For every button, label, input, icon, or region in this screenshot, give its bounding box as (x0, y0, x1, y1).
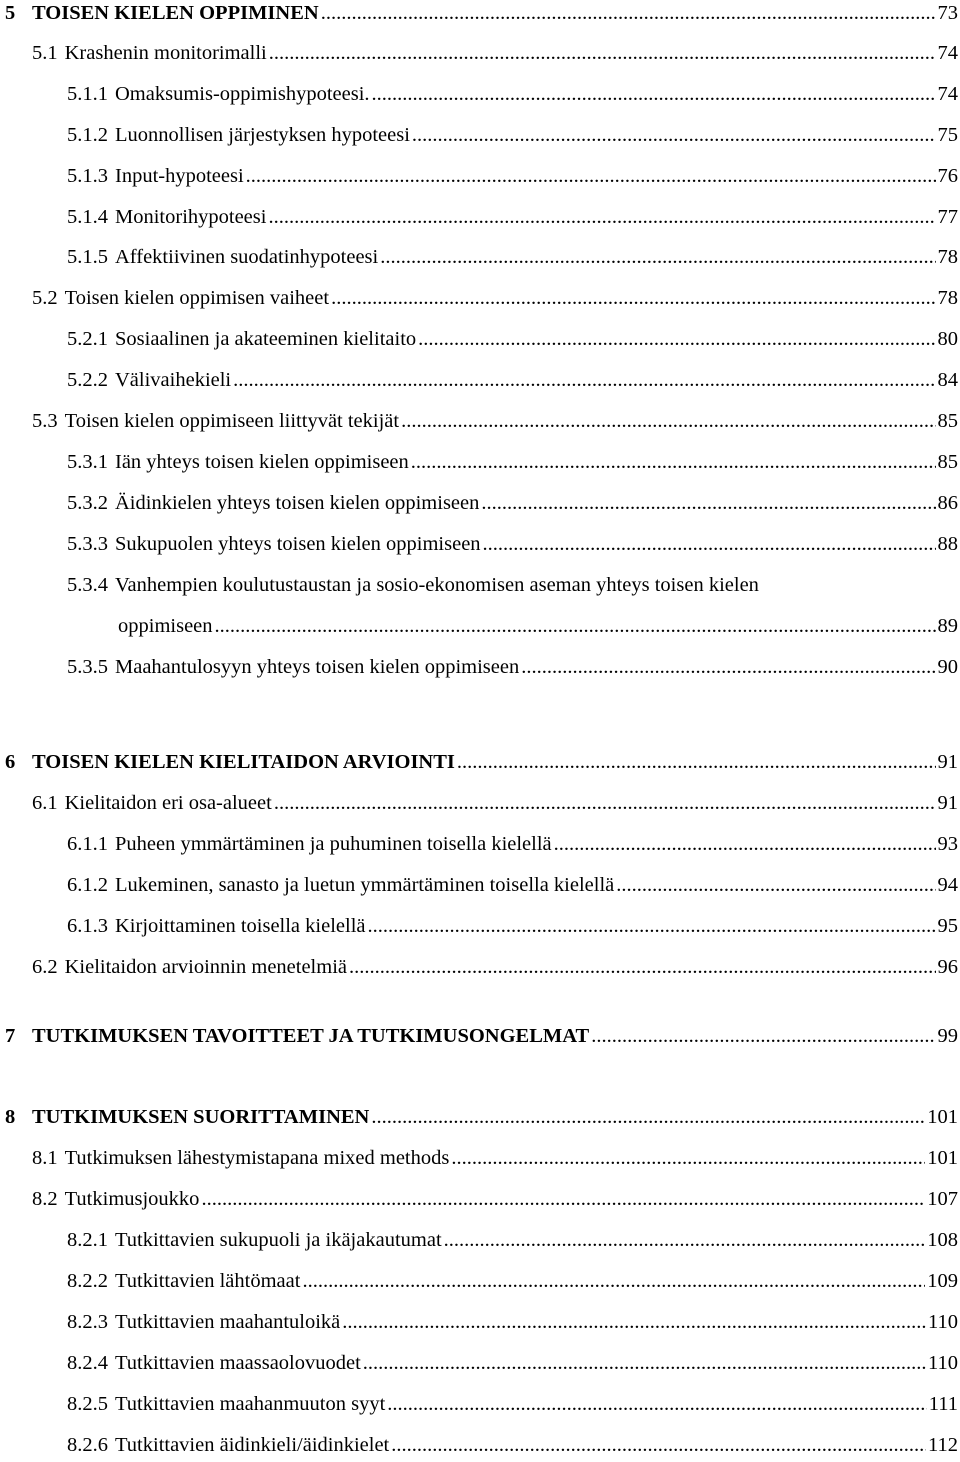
toc-entry-row[interactable] (0, 911, 960, 941)
toc-chapter-row[interactable] (0, 1021, 960, 1051)
toc-entry-row[interactable] (0, 611, 960, 641)
dot-leader (302, 1266, 925, 1296)
page-number: 74 (937, 83, 958, 105)
toc-entry-heading (32, 283, 329, 313)
toc-entry-text (32, 1184, 927, 1214)
page-number: 109 (927, 1270, 958, 1292)
page-number: 108 (927, 1229, 958, 1251)
section-number: 5.2.2 (67, 369, 108, 391)
toc-entry-text (67, 1348, 928, 1378)
chapter-number: 5 (5, 2, 16, 24)
toc-entry-heading (67, 911, 365, 941)
section-number: 5.1.1 (67, 83, 108, 105)
page-number: 91 (937, 792, 958, 814)
toc-entry-row[interactable] (0, 161, 960, 191)
toc-entry-row[interactable] (0, 1225, 960, 1255)
section-number: 8.2.6 (67, 1434, 108, 1456)
section-number: 5.1.2 (67, 124, 108, 146)
toc-entry-heading (67, 120, 410, 150)
toc-entry-title: Tutkimuksen lähestymistapana mixed methods (64, 1147, 450, 1169)
toc-entry-title: Sukupuolen yhteys toisen kielen oppimiseen (115, 533, 481, 555)
toc-entry-title: oppimiseen (118, 615, 213, 637)
toc-entry-title: Kirjoittaminen toisella kielellä (115, 915, 366, 937)
toc-entry-text (32, 38, 938, 68)
toc-entry-title: Tutkittavien lähtömaat (115, 1270, 301, 1292)
section-number: 6.1.1 (67, 833, 108, 855)
toc-entry-heading (67, 652, 519, 682)
page-number: 80 (937, 328, 958, 350)
toc-entry-heading (32, 788, 272, 818)
toc-entry-title: Omaksumis-oppimishypoteesi. (115, 83, 370, 105)
page-number: 76 (937, 165, 958, 187)
dot-leader (274, 788, 936, 818)
page-number: 99 (937, 1025, 958, 1047)
dot-leader (444, 1225, 926, 1255)
dot-leader (411, 447, 936, 477)
toc-entry-row[interactable] (0, 202, 960, 232)
toc-entry-row[interactable] (0, 365, 960, 395)
toc-entry-text (67, 161, 938, 191)
toc-entry-title: Tutkittavien maahanmuuton syyt (115, 1393, 386, 1415)
toc-entry-row[interactable] (0, 829, 960, 859)
toc-entry-text (67, 324, 938, 354)
toc-entry-row[interactable] (0, 1430, 960, 1460)
toc-entry-heading (32, 0, 319, 28)
toc-entry-row[interactable] (0, 570, 960, 600)
section-number: 5.1 (32, 42, 58, 64)
dot-leader (387, 1389, 926, 1419)
toc-entry-row[interactable] (0, 1266, 960, 1296)
toc-entry-title: Affektiivinen suodatinhypoteesi (115, 246, 379, 268)
toc-entry-title: TUTKIMUKSEN TAVOITTEET JA TUTKIMUSONGELMAT (32, 1025, 590, 1047)
toc-entry-row[interactable] (0, 1143, 960, 1173)
page-number: 110 (928, 1352, 958, 1374)
toc-entry-text (67, 1430, 928, 1460)
toc-entry-row[interactable] (0, 324, 960, 354)
toc-entry-row[interactable] (0, 79, 960, 109)
toc-entry-row[interactable] (0, 529, 960, 559)
dot-leader (371, 1102, 925, 1132)
toc-entry-text (67, 365, 938, 395)
dot-leader (521, 652, 935, 682)
section-number: 5.3.3 (67, 533, 108, 555)
toc-entry-text (67, 447, 938, 477)
toc-entry-text (32, 1021, 938, 1051)
dot-leader (201, 1184, 925, 1214)
toc-entry-heading (67, 365, 231, 395)
dot-leader (331, 283, 935, 313)
toc-entry-row[interactable] (0, 870, 960, 900)
section-number: 5.3.2 (67, 492, 108, 514)
page-number: 96 (937, 956, 958, 978)
toc-entry-heading (32, 1102, 369, 1132)
toc-entry-text (32, 406, 938, 436)
page-number: 91 (937, 751, 958, 773)
section-number: 8.2.3 (67, 1311, 108, 1333)
section-number: 8.1 (32, 1147, 58, 1169)
dot-leader (268, 202, 935, 232)
toc-entry-heading (32, 1021, 589, 1051)
page-number: 78 (937, 287, 958, 309)
dot-leader (591, 1021, 935, 1051)
toc-entry-text (32, 747, 938, 777)
page-number: 86 (937, 492, 958, 514)
dot-leader (401, 406, 935, 436)
toc-entry-heading (32, 747, 455, 777)
dot-leader (380, 242, 935, 272)
toc-entry-text (32, 0, 938, 28)
toc-entry-title: Kielitaidon arvioinnin menetelmiä (64, 956, 347, 978)
toc-entry-text (67, 911, 938, 941)
page-number: 74 (937, 42, 958, 64)
section-number: 6.1 (32, 792, 58, 814)
toc-entry-row[interactable] (0, 488, 960, 518)
toc-entry-heading (32, 406, 399, 436)
toc-entry-text (32, 1143, 927, 1173)
toc-entry-text (67, 202, 938, 232)
dot-leader (457, 747, 936, 777)
toc-entry-heading (118, 611, 213, 641)
toc-entry-row[interactable] (0, 1389, 960, 1419)
section-number: 8.2.1 (67, 1229, 108, 1251)
toc-entry-title: Monitorihypoteesi (115, 206, 267, 228)
toc-entry-title: Toisen kielen oppimisen vaiheet (64, 287, 330, 309)
toc-entry-row[interactable] (0, 788, 960, 818)
toc-entry-heading (67, 1389, 385, 1419)
page-number: 94 (937, 874, 958, 896)
dot-leader (412, 120, 936, 150)
toc-entry-text (67, 829, 938, 859)
toc-entry-text (32, 283, 938, 313)
toc-entry-heading (67, 1225, 442, 1255)
section-number: 5.2.1 (67, 328, 108, 350)
toc-entry-text (67, 1389, 929, 1419)
dot-leader (451, 1143, 925, 1173)
page-number: 73 (937, 2, 958, 24)
dot-leader (483, 529, 936, 559)
toc-entry-row[interactable] (0, 1348, 960, 1378)
toc-entry-title: Äidinkielen yhteys toisen kielen oppimiseen (115, 492, 480, 514)
section-number: 5.1.3 (67, 165, 108, 187)
toc-entry-title: Input-hypoteesi (115, 165, 244, 187)
toc-entry-text (67, 1266, 927, 1296)
toc-entry-heading (67, 79, 370, 109)
toc-entry-heading (32, 1184, 199, 1214)
dot-leader (349, 952, 936, 982)
chapter-number: 8 (5, 1106, 16, 1128)
page-number: 101 (927, 1147, 958, 1169)
toc-entry-row[interactable] (0, 283, 960, 313)
toc-entry-title: Sosiaalinen ja akateeminen kielitaito (115, 328, 417, 350)
section-number: 6.1.3 (67, 915, 108, 937)
toc-chapter-row[interactable] (0, 0, 960, 28)
toc-entry-title: Krashenin monitorimalli (64, 42, 267, 64)
section-number: 5.3.5 (67, 656, 108, 678)
toc-entry-row[interactable] (0, 1307, 960, 1337)
page-number: 101 (927, 1106, 958, 1128)
page-number: 111 (928, 1393, 958, 1415)
toc-entry-text (67, 652, 938, 682)
toc-entry-heading (67, 447, 409, 477)
toc-entry-text (32, 952, 938, 982)
toc-entry-text (32, 1102, 927, 1132)
dot-leader (418, 324, 935, 354)
dot-leader (363, 1348, 926, 1378)
section-number: 8.2.2 (67, 1270, 108, 1292)
toc-entry-row[interactable] (0, 120, 960, 150)
toc-entry-title: TOISEN KIELEN OPPIMINEN (32, 2, 319, 24)
toc-entry-title: Vanhempien koulutustaustan ja sosio-ekonomisen aseman yhteys toisen kielen (115, 574, 759, 596)
toc-chapter-row[interactable] (0, 747, 960, 777)
dot-leader (342, 1307, 926, 1337)
toc-entry-title: Välivaihekieli (115, 369, 232, 391)
toc-entry-heading (67, 242, 378, 272)
toc-entry-heading (67, 202, 266, 232)
dot-leader (367, 911, 935, 941)
toc-entry-heading (67, 570, 759, 600)
page-number: 95 (937, 915, 958, 937)
page-number: 112 (928, 1434, 958, 1456)
toc-entry-row[interactable] (0, 952, 960, 982)
toc-entry-heading (67, 488, 479, 518)
dot-leader (269, 38, 936, 68)
toc-entry-heading (32, 1143, 449, 1173)
toc-entry-title: Puheen ymmärtäminen ja puhuminen toisella kielellä (115, 833, 552, 855)
toc-entry-heading (67, 324, 416, 354)
section-number: 6.2 (32, 956, 58, 978)
toc-entry-title: Maahantulosyyn yhteys toisen kielen oppimiseen (115, 656, 520, 678)
toc-entry-title: Luonnollisen järjestyksen hypoteesi (115, 124, 410, 146)
page-number: 75 (937, 124, 958, 146)
page-number: 107 (927, 1188, 958, 1210)
page-number: 77 (937, 206, 958, 228)
page-number: 110 (928, 1311, 958, 1333)
dot-leader (616, 870, 935, 900)
toc-entry-heading (67, 161, 244, 191)
chapter-number: 7 (5, 1025, 16, 1047)
toc-entry-text (67, 870, 938, 900)
page-number: 93 (937, 833, 958, 855)
dot-leader (233, 365, 935, 395)
section-number: 8.2 (32, 1188, 58, 1210)
toc-entry-title: Tutkittavien äidinkieli/äidinkielet (115, 1434, 390, 1456)
toc-entry-heading (32, 38, 267, 68)
toc-entry-title: Lukeminen, sanasto ja luetun ymmärtäminen toisella kielellä (115, 874, 615, 896)
toc-entry-title: Tutkittavien sukupuoli ja ikäjakautumat (115, 1229, 442, 1251)
toc-entry-text (67, 1225, 927, 1255)
page-number: 85 (937, 410, 958, 432)
toc-entry-title: Tutkittavien maahantuloikä (115, 1311, 341, 1333)
dot-leader (215, 611, 936, 641)
toc-entry-title: Kielitaidon eri osa-alueet (64, 792, 272, 814)
toc-entry-title: Iän yhteys toisen kielen oppimiseen (115, 451, 409, 473)
toc-entry-text (32, 788, 938, 818)
toc-entry-text (67, 570, 960, 600)
dot-leader (246, 161, 936, 191)
toc-entry-text (118, 611, 938, 641)
toc-entry-row[interactable] (0, 38, 960, 68)
toc-entry-title: Tutkimusjoukko (64, 1188, 200, 1210)
section-number: 5.1.4 (67, 206, 108, 228)
section-number: 8.2.5 (67, 1393, 108, 1415)
chapter-number: 6 (5, 751, 16, 773)
toc-entry-text (67, 120, 938, 150)
toc-entry-heading (67, 529, 481, 559)
page-number: 90 (937, 656, 958, 678)
toc-entry-row[interactable] (0, 406, 960, 436)
toc-entry-row[interactable] (0, 447, 960, 477)
section-number: 5.2 (32, 287, 58, 309)
section-number: 6.1.2 (67, 874, 108, 896)
toc-entry-title: Toisen kielen oppimiseen liittyvät tekijät (64, 410, 400, 432)
dot-leader (321, 0, 936, 28)
toc-chapter-row[interactable] (0, 1102, 960, 1132)
section-number: 5.3.1 (67, 451, 108, 473)
toc-entry-text (67, 529, 938, 559)
section-number: 5.3 (32, 410, 58, 432)
dot-leader (372, 79, 936, 109)
dot-leader (554, 829, 936, 859)
dot-leader (481, 488, 935, 518)
page-number: 84 (937, 369, 958, 391)
toc-entry-text (67, 488, 938, 518)
toc-entry-text (67, 79, 938, 109)
toc-entry-heading (67, 829, 552, 859)
page-number: 88 (937, 533, 958, 555)
toc-entry-heading (67, 1348, 361, 1378)
toc-entry-title: Tutkittavien maassaolovuodet (115, 1352, 361, 1374)
toc-entry-heading (67, 1307, 340, 1337)
toc-entry-heading (32, 952, 347, 982)
page-number: 85 (937, 451, 958, 473)
section-number: 5.1.5 (67, 246, 108, 268)
toc-entry-text (67, 1307, 928, 1337)
toc-entry-title: TOISEN KIELEN KIELITAIDON ARVIOINTI (32, 751, 455, 773)
page-number: 78 (937, 246, 958, 268)
toc-entry-row[interactable] (0, 652, 960, 682)
toc-entry-heading (67, 1266, 300, 1296)
section-number: 5.3.4 (67, 574, 108, 596)
toc-entry-title: TUTKIMUKSEN SUORITTAMINEN (32, 1106, 370, 1128)
toc-entry-heading (67, 1430, 389, 1460)
toc-entry-text (67, 242, 938, 272)
toc-entry-row[interactable] (0, 1184, 960, 1214)
page-number: 89 (937, 615, 958, 637)
section-number: 8.2.4 (67, 1352, 108, 1374)
toc-entry-row[interactable] (0, 242, 960, 272)
toc-entry-heading (67, 870, 614, 900)
dot-leader (391, 1430, 926, 1460)
